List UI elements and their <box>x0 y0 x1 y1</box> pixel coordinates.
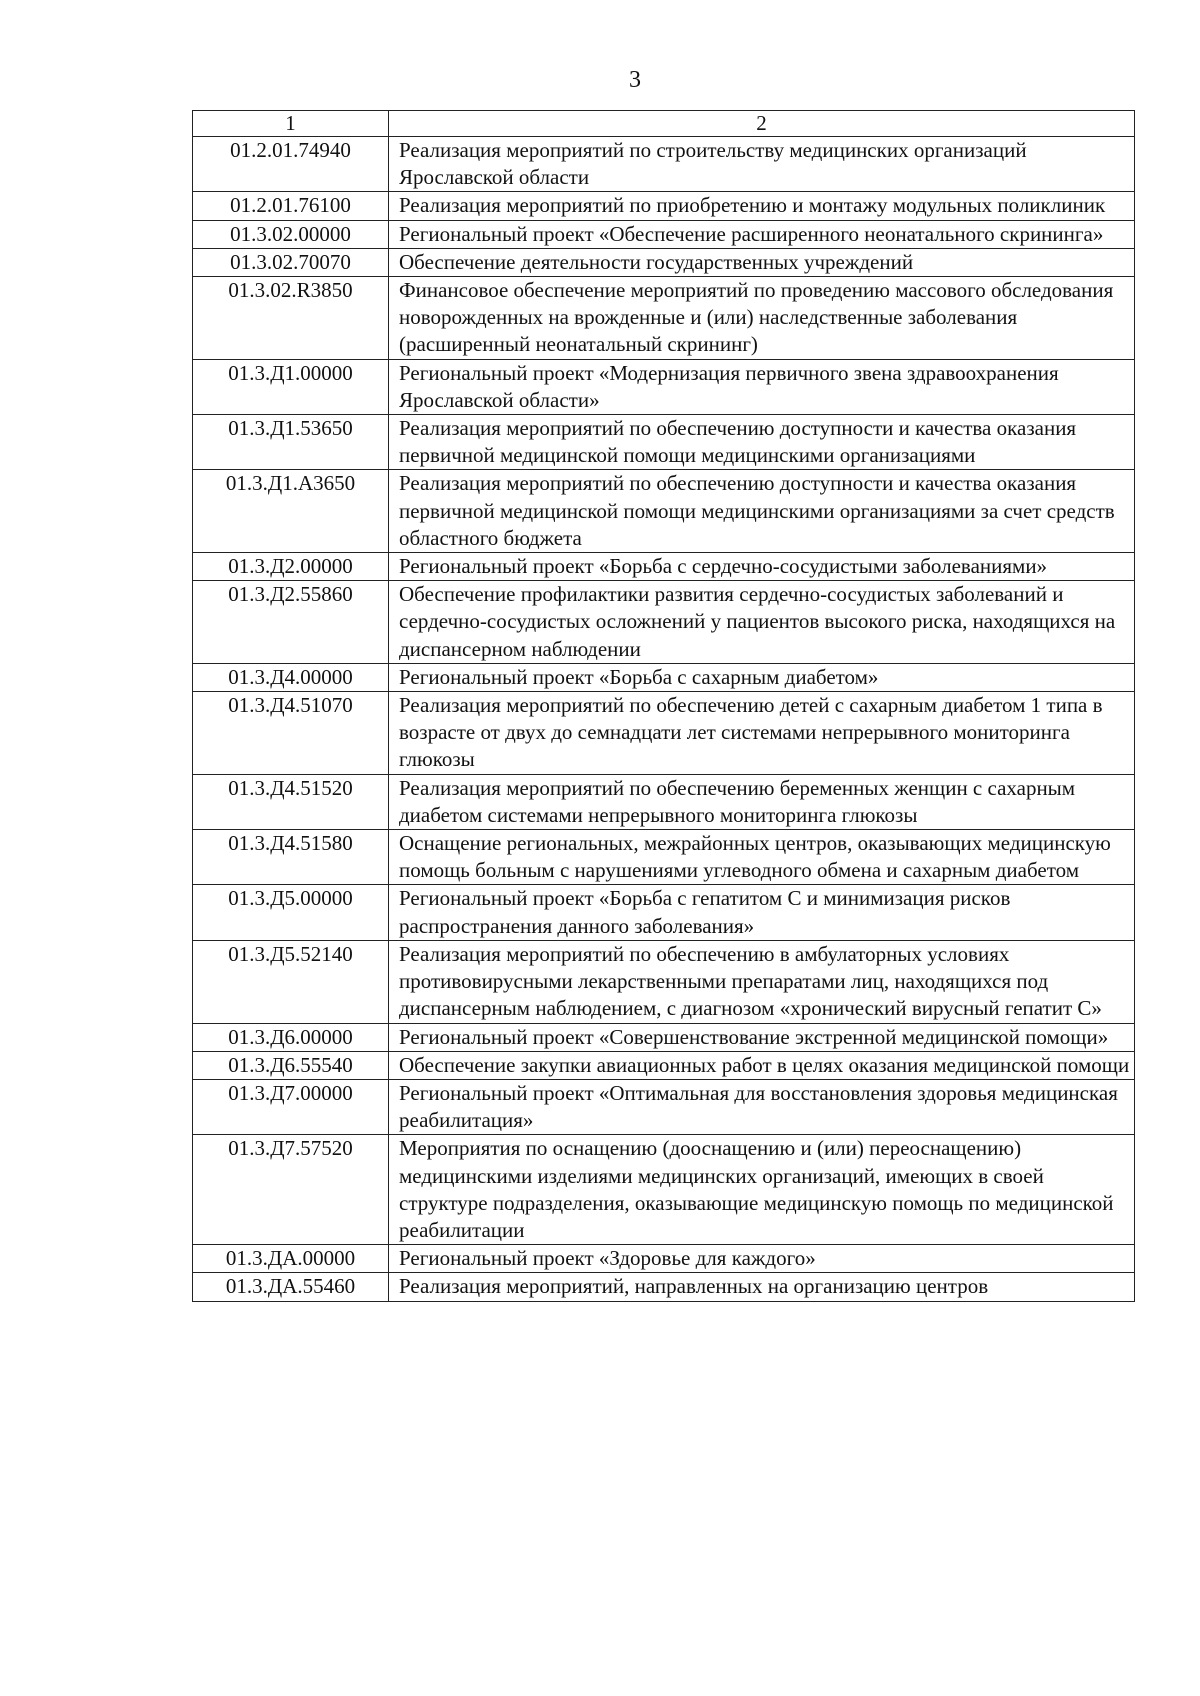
row-name: Региональный проект «Совершенствование экстренной медицинской помощи» <box>389 1023 1135 1051</box>
row-name: Обеспечение деятельности государственных учреждений <box>389 248 1135 276</box>
row-name: Финансовое обеспечение мероприятий по проведению массового обследования новорожденных на врожденные и (или) наследственные заболевания (расширенный неонатальный скрининг) <box>389 277 1135 360</box>
header-row <box>193 111 1135 137</box>
table-row <box>193 248 1135 276</box>
row-name: Реализация мероприятий по обеспечению доступности и качества оказания первичной медицинской помощи медицинскими организациями <box>389 415 1135 470</box>
row-name: Обеспечение закупки авиационных работ в целях оказания медицинской помощи <box>389 1051 1135 1079</box>
table-row <box>193 1079 1135 1134</box>
row-code: 01.3.Д2.55860 <box>193 581 389 664</box>
row-name: Региональный проект «Борьба с сахарным диабетом» <box>389 663 1135 691</box>
row-name: Региональный проект «Оптимальная для восстановления здоровья медицинская реабилитация» <box>389 1079 1135 1134</box>
row-name: Региональный проект «Здоровье для каждого» <box>389 1245 1135 1273</box>
row-name: Региональный проект «Борьба с сердечно-сосудистыми заболеваниями» <box>389 553 1135 581</box>
table-row <box>193 415 1135 470</box>
row-name: Региональный проект «Борьба с гепатитом С и минимизация рисков распространения данного заболевания» <box>389 885 1135 940</box>
row-code: 01.3.ДА.00000 <box>193 1245 389 1273</box>
row-code: 01.3.Д1.А3650 <box>193 470 389 553</box>
row-name: Реализация мероприятий по обеспечению беременных женщин с сахарным диабетом системами непрерывного мониторинга глюкозы <box>389 774 1135 829</box>
row-code: 01.3.Д1.00000 <box>193 359 389 414</box>
row-name: Оснащение региональных, межрайонных центров, оказывающих медицинскую помощь больным с нарушениями углеводного обмена и сахарным диабетом <box>389 830 1135 885</box>
row-code: 01.3.Д4.51070 <box>193 692 389 775</box>
row-name: Реализация мероприятий по обеспечению доступности и качества оказания первичной медицинской помощи медицинскими организациями за счет средств областного бюджета <box>389 470 1135 553</box>
row-code: 01.3.Д4.51520 <box>193 774 389 829</box>
table-row <box>193 1051 1135 1079</box>
table-row <box>193 830 1135 885</box>
row-code: 01.3.Д1.53650 <box>193 415 389 470</box>
table-row <box>193 553 1135 581</box>
budget-classification-table <box>192 110 1135 1302</box>
table-row <box>193 137 1135 192</box>
table-row <box>193 581 1135 664</box>
table-row <box>193 1245 1135 1273</box>
row-name: Реализация мероприятий по обеспечению в амбулаторных условиях противовирусными лекарственными препаратами лиц, находящихся под диспансерным наблюдением, с диагнозом «хронический вирусный гепатит С» <box>389 940 1135 1023</box>
table-row <box>193 277 1135 360</box>
table-row <box>193 774 1135 829</box>
table-row <box>193 359 1135 414</box>
row-code: 01.3.Д6.55540 <box>193 1051 389 1079</box>
row-code: 01.3.ДА.55460 <box>193 1273 389 1301</box>
row-code: 01.2.01.76100 <box>193 192 389 220</box>
row-code: 01.3.Д5.00000 <box>193 885 389 940</box>
row-code: 01.3.Д4.00000 <box>193 663 389 691</box>
row-name: Реализация мероприятий по обеспечению детей с сахарным диабетом 1 типа в возрасте от двух до семнадцати лет системами непрерывного мониторинга глюкозы <box>389 692 1135 775</box>
row-name: Реализация мероприятий, направленных на организацию центров <box>389 1273 1135 1301</box>
row-name: Реализация мероприятий по строительству медицинских организаций Ярославской области <box>389 137 1135 192</box>
row-name: Региональный проект «Модернизация первичного звена здравоохранения Ярославской области» <box>389 359 1135 414</box>
table-row <box>193 885 1135 940</box>
table-row <box>193 192 1135 220</box>
table-row <box>193 1273 1135 1301</box>
table-row <box>193 470 1135 553</box>
row-name: Региональный проект «Обеспечение расширенного неонатального скрининга» <box>389 220 1135 248</box>
row-code: 01.3.02.00000 <box>193 220 389 248</box>
row-name: Обеспечение профилактики развития сердечно-сосудистых заболеваний и сердечно-сосудистых осложнений у пациентов высокого риска, находящихся на диспансерном наблюдении <box>389 581 1135 664</box>
row-code: 01.3.Д7.57520 <box>193 1135 389 1245</box>
table-row <box>193 1023 1135 1051</box>
row-code: 01.3.Д2.00000 <box>193 553 389 581</box>
row-code: 01.3.Д6.00000 <box>193 1023 389 1051</box>
table-row <box>193 1135 1135 1245</box>
row-code: 01.3.02.R3850 <box>193 277 389 360</box>
table-row <box>193 692 1135 775</box>
column-header-name: 2 <box>389 111 1135 137</box>
row-code: 01.2.01.74940 <box>193 137 389 192</box>
row-name: Реализация мероприятий по приобретению и монтажу модульных поликлиник <box>389 192 1135 220</box>
page-number: 3 <box>629 67 641 93</box>
row-code: 01.3.Д5.52140 <box>193 940 389 1023</box>
table-row <box>193 663 1135 691</box>
table-row <box>193 940 1135 1023</box>
column-header-code: 1 <box>193 111 389 137</box>
row-code: 01.3.02.70070 <box>193 248 389 276</box>
row-code: 01.3.Д4.51580 <box>193 830 389 885</box>
row-code: 01.3.Д7.00000 <box>193 1079 389 1134</box>
table-row <box>193 220 1135 248</box>
row-name: Мероприятия по оснащению (дооснащению и (или) переоснащению) медицинскими изделиями медицинских организаций, имеющих в своей структуре подразделения, оказывающие медицинскую помощь по медицинской реабилитации <box>389 1135 1135 1245</box>
